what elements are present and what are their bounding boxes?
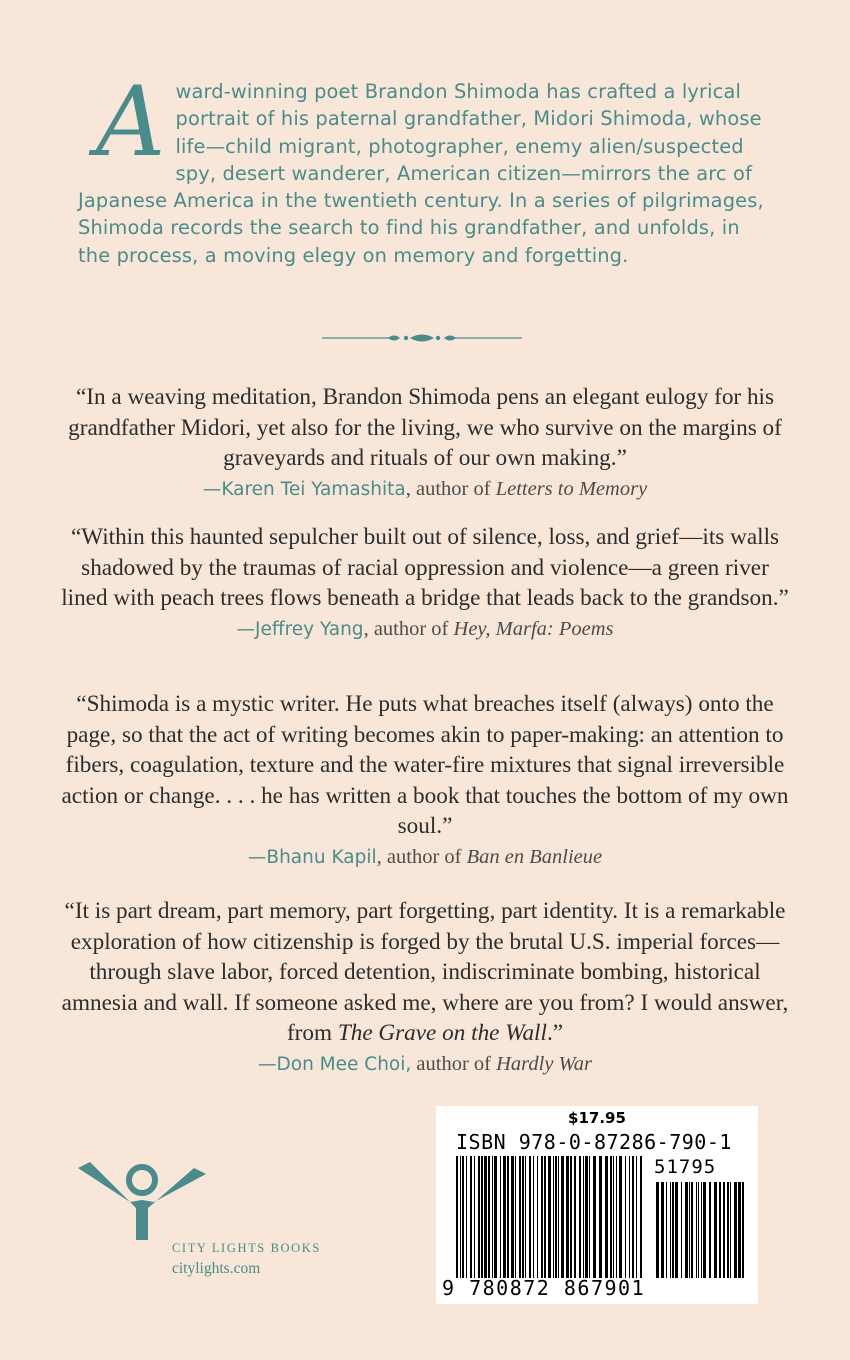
quote-book-title: Letters to Memory [495, 477, 648, 500]
back-cover-blurb [78, 66, 768, 269]
city-lights-figure-logo-icon [70, 1160, 210, 1240]
isbn-text: ISBN 978-0-87286-790-1 [456, 1130, 732, 1154]
quote-attribution [60, 842, 790, 874]
isbn-barcode [436, 1106, 758, 1304]
blurb-text: ward-winning poet Brandon Shimoda has crafted a lyrical portrait of his paternal grandfather, Midori Shimoda, whose life—child migrant, photographer, enemy alien/suspected spy, desert wanderer, American citizen—mirrors the arc of Japanese America in the twentieth century. In a series of pilgrimages, Shimoda records the search to find his grandfather, and unfolds, in the process, a moving elegy on memory and forgetting. [78, 80, 764, 267]
quote-book-title: Ban en Banlieue [466, 845, 603, 868]
quote-attribution [60, 614, 790, 646]
quote-text-before: “It is part dream, part memory, part forgetting, part identity. It is a remarkable exploration of how citizenship is forged by the brutal U.S. imperial forces—through slave labor, forced detention, indiscriminate bombing, historical amnesia and wall. If someone asked me, where are you from? I would answer, from [61, 898, 789, 1046]
quote-author: —Bhanu Kapil [247, 846, 377, 868]
quote-text: “Shimoda is a mystic writer. He puts what breaches itself (always) onto the page, so that the act of writing becomes akin to paper-making: an attention to fibers, coagulation, texture and the water-fire mixtures that signal irreversible action or change. . . . he has written a book that touches the bottom of my own soul.” [61, 691, 789, 839]
quote-author: —Karen Tei Yamashita [202, 478, 406, 500]
quote-text-after: .” [546, 1020, 564, 1046]
quote-author: —Jeffrey Yang [236, 618, 364, 640]
barcode-addon-bars [656, 1182, 748, 1278]
barcode-addon-number: 51795 [654, 1156, 717, 1178]
quote-attribution [60, 474, 790, 506]
publisher-website: citylights.com [172, 1260, 261, 1277]
quote-text: “In a weaving meditation, Brandon Shimoda pens an elegant eulogy for his grandfather Midori, yet also for the living, we who survive on the margins of graveyards and rituals of our own making.” [68, 384, 782, 471]
barcode-bars [456, 1156, 646, 1278]
review-quote-3 [60, 689, 790, 873]
price-label: $17.95 [568, 1109, 626, 1127]
drop-cap: A [96, 66, 166, 178]
review-quote-4 [60, 896, 790, 1080]
quote-of: , author of [363, 617, 454, 640]
quote-of: , author of [405, 477, 496, 500]
quote-book-title: Hey, Marfa: Poems [453, 617, 614, 640]
quote-of: , author of [376, 845, 467, 868]
quote-book-title: Hardly War [496, 1052, 592, 1075]
quote-author: —Don Mee Choi, [258, 1053, 412, 1075]
quote-attribution [60, 1049, 790, 1081]
quote-inline-title: The Grave on the Wall [337, 1020, 547, 1046]
review-quote-1 [60, 382, 790, 505]
review-quote-2 [60, 522, 790, 645]
quote-of: author of [411, 1052, 497, 1075]
publisher-name: CITY LIGHTS BOOKS [172, 1241, 321, 1255]
quote-text: “Within this haunted sepulcher built out of silence, loss, and grief—its walls shadowed by the traumas of racial oppression and violence—a green river lined with peach trees flows beneath a bridge that leads back to the grandson.” [61, 524, 789, 611]
barcode-number: 9 780872 867901 [442, 1276, 646, 1300]
ornament-divider [322, 328, 522, 348]
